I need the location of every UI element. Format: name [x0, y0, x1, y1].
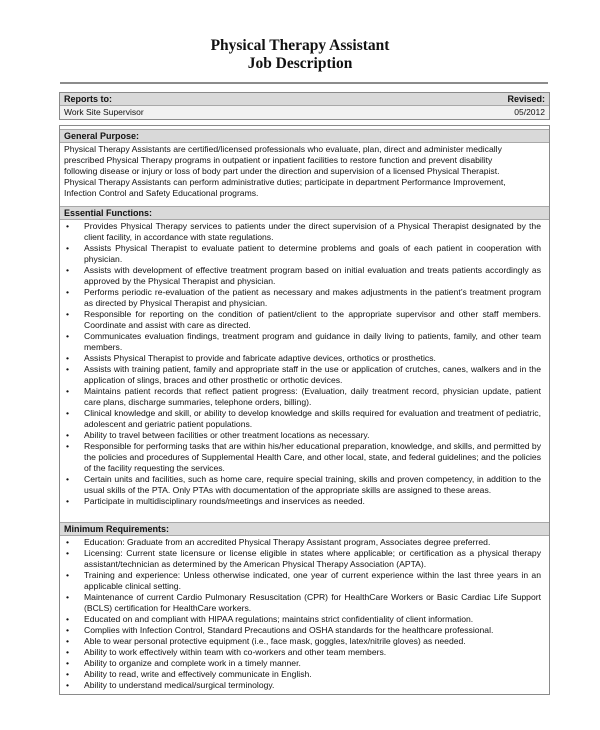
list-item: [65, 548, 541, 570]
list-item: [65, 537, 541, 548]
list-item: [65, 265, 541, 287]
content-box: [59, 125, 550, 695]
reports-to-value: Work Site Supervisor: [64, 107, 144, 117]
list-item-text: Communicates evaluation findings, treatment program and guidance in daily living to patients, family, and other team members.: [84, 331, 541, 352]
reports-to-label: Reports to:: [64, 94, 112, 104]
bullet-icon: •: [66, 331, 70, 341]
title-divider: [60, 82, 548, 84]
list-item-text: Able to wear personal protective equipment (i.e., face mask, goggles, latex/nitrile gloves) as needed.: [84, 636, 466, 646]
bullet-icon: •: [66, 614, 70, 624]
list-item-text: Maintains patient records that reflect patient progress: (Evaluation, daily treatment record, physician update, patient care plans, discharge summaries, telephone orders, billing).: [84, 386, 541, 407]
list-item-text: Participate in multidisciplinary rounds/meetings and inservices as needed.: [84, 496, 365, 506]
general-purpose-line: following disease or injury or loss of body part under the direction and supervision of a licensed Physical Therapist.: [64, 166, 500, 176]
general-purpose-heading-text: General Purpose:: [64, 131, 140, 141]
bullet-icon: •: [66, 353, 70, 363]
list-item-text: Ability to work effectively within team with co-workers and other team members.: [84, 647, 387, 657]
minimum-requirements-heading: [60, 522, 549, 536]
list-item-text: Ability to understand medical/surgical terminology.: [84, 680, 275, 690]
bullet-icon: •: [66, 309, 70, 319]
list-item: [65, 636, 541, 647]
bullet-icon: •: [66, 658, 70, 668]
bullet-icon: •: [66, 430, 70, 440]
bullet-icon: •: [66, 669, 70, 679]
general-purpose-text: [64, 144, 541, 199]
general-purpose-heading: [60, 129, 549, 143]
general-purpose-line: prescribed Physical Therapy programs in outpatient or inpatient facilities to restore function and prevent disability: [64, 155, 493, 165]
list-item: [65, 625, 541, 636]
reports-header-row: [60, 93, 549, 105]
list-item: [65, 331, 541, 353]
general-purpose-line: Infection Control and Safety Educational programs.: [64, 188, 259, 198]
bullet-icon: •: [66, 386, 70, 396]
bullet-icon: •: [66, 243, 70, 253]
document-subtitle: Job Description: [247, 55, 353, 72]
bullet-icon: •: [66, 680, 70, 690]
list-item: [65, 309, 541, 331]
list-item-text: Complies with Infection Control, Standard Precautions and OSHA standards for the healthcare professional.: [84, 625, 494, 635]
list-item: [65, 441, 541, 474]
list-item: [65, 243, 541, 265]
bullet-icon: •: [66, 592, 70, 602]
bullet-icon: •: [66, 570, 70, 580]
bullet-icon: •: [66, 474, 70, 484]
bullet-icon: •: [66, 625, 70, 635]
list-item: [65, 658, 541, 669]
list-item-text: Ability to travel between facilities or other treatment locations as necessary.: [84, 430, 370, 440]
list-item-text: Assists with training patient, family and appropriate staff in the use or application of crutches, canes, walkers and in the application of slings, braces and other prosthetic or orthotic devices.: [84, 364, 541, 385]
essential-functions-list: [65, 221, 541, 507]
bullet-icon: •: [66, 537, 70, 547]
bullet-icon: •: [66, 265, 70, 275]
list-item-text: Performs periodic re-evaluation of the patient as necessary and makes adjustments in the patient’s treatment program as directed by Physical Therapist and physician.: [84, 287, 541, 308]
list-item: [65, 474, 541, 496]
list-item-text: Clinical knowledge and skill, or ability to develop knowledge and skills required for evaluation and treatment of pediatric, adolescent and geriatric patient populations.: [84, 408, 541, 429]
list-item-text: Maintenance of current Cardio Pulmonary Resuscitation (CPR) for HealthCare Workers or Basic Cardiac Life Support (BCLS) certification for HealthCare workers.: [84, 592, 541, 613]
list-item: [65, 570, 541, 592]
list-item-text: Educated on and compliant with HIPAA regulations; maintains strict confidentiality of client information.: [84, 614, 474, 624]
list-item-text: Assists Physical Therapist to evaluate patient to determine problems and goals of each patient in cooperation with physician.: [84, 243, 541, 264]
list-item: [65, 386, 541, 408]
bullet-icon: •: [66, 221, 70, 231]
list-item: [65, 353, 541, 364]
list-item-text: Certain units and facilities, such as home care, require special training, skills and proven competency, in addition to the usual skills of the PTA. Only PTAs with documentation of the appropriate skills are assigned to these areas.: [84, 474, 541, 495]
list-item: [65, 221, 541, 243]
general-purpose-line: Physical Therapy Assistants can perform administrative duties; participate in department Performance Improvement,: [64, 177, 506, 187]
list-item: [65, 364, 541, 386]
bullet-icon: •: [66, 496, 70, 506]
list-item: [65, 430, 541, 441]
list-item-text: Responsible for performing tasks that are within his/her educational preparation, knowledge, and skills, and permitted by the policies and procedures of Supplemental Health Care, and other local, state, and federal guidelines; and the policies of the facility requesting the services.: [84, 441, 541, 473]
list-item-text: Licensing: Current state licensure or license eligible in states where applicable; or certification as a physical therapy assistant/technician as determined by the American Physical Therapy Association (APTA).: [84, 548, 541, 569]
list-item-text: Ability to read, write and effectively communicate in English.: [84, 669, 312, 679]
document-title: Physical Therapy Assistant: [210, 37, 390, 54]
bullet-icon: •: [66, 364, 70, 374]
bullet-icon: •: [66, 441, 70, 451]
essential-functions-heading: [60, 206, 549, 220]
bullet-icon: •: [66, 408, 70, 418]
list-item: [65, 680, 541, 691]
list-item: [65, 669, 541, 680]
list-item-text: Assists with development of effective treatment program based on initial evaluation and treats patients accordingly as approved by the Physical Therapist and physician.: [84, 265, 541, 286]
list-item-text: Education: Graduate from an accredited Physical Therapy Assistant program, Associates degree preferred.: [84, 537, 491, 547]
general-purpose-line: Physical Therapy Assistants are certified/licensed professionals who evaluate, plan, direct and administer medically: [64, 144, 502, 154]
list-item-text: Training and experience: Unless otherwise indicated, one year of current experience within the last three years in an applicable clinical setting.: [84, 570, 541, 591]
minimum-requirements-heading-text: Minimum Requirements:: [64, 524, 170, 534]
list-item-text: Assists Physical Therapist to provide and fabricate adaptive devices, orthotics or prosthetics.: [84, 353, 436, 363]
revised-label: Revised:: [507, 94, 545, 104]
bullet-icon: •: [66, 548, 70, 558]
bullet-icon: •: [66, 647, 70, 657]
list-item: [65, 287, 541, 309]
list-item: [65, 496, 541, 507]
list-item: [65, 647, 541, 658]
bullet-icon: •: [66, 287, 70, 297]
revised-value: 05/2012: [514, 107, 545, 117]
essential-functions-heading-text: Essential Functions:: [64, 208, 153, 218]
list-item: [65, 408, 541, 430]
list-item-text: Provides Physical Therapy services to patients under the direct supervision of a Physical Therapist designated by the client facility, in accordance with state regulations.: [84, 221, 541, 242]
list-item: [65, 592, 541, 614]
list-item-text: Ability to organize and complete work in a timely manner.: [84, 658, 301, 668]
minimum-requirements-list: [65, 537, 541, 691]
reports-box: [59, 92, 550, 120]
list-item-text: Responsible for reporting on the condition of patient/client to the appropriate supervisor and other staff members. Coordinate and assist with care as directed.: [84, 309, 541, 330]
bullet-icon: •: [66, 636, 70, 646]
reports-value-row: [60, 105, 549, 119]
list-item: [65, 614, 541, 625]
